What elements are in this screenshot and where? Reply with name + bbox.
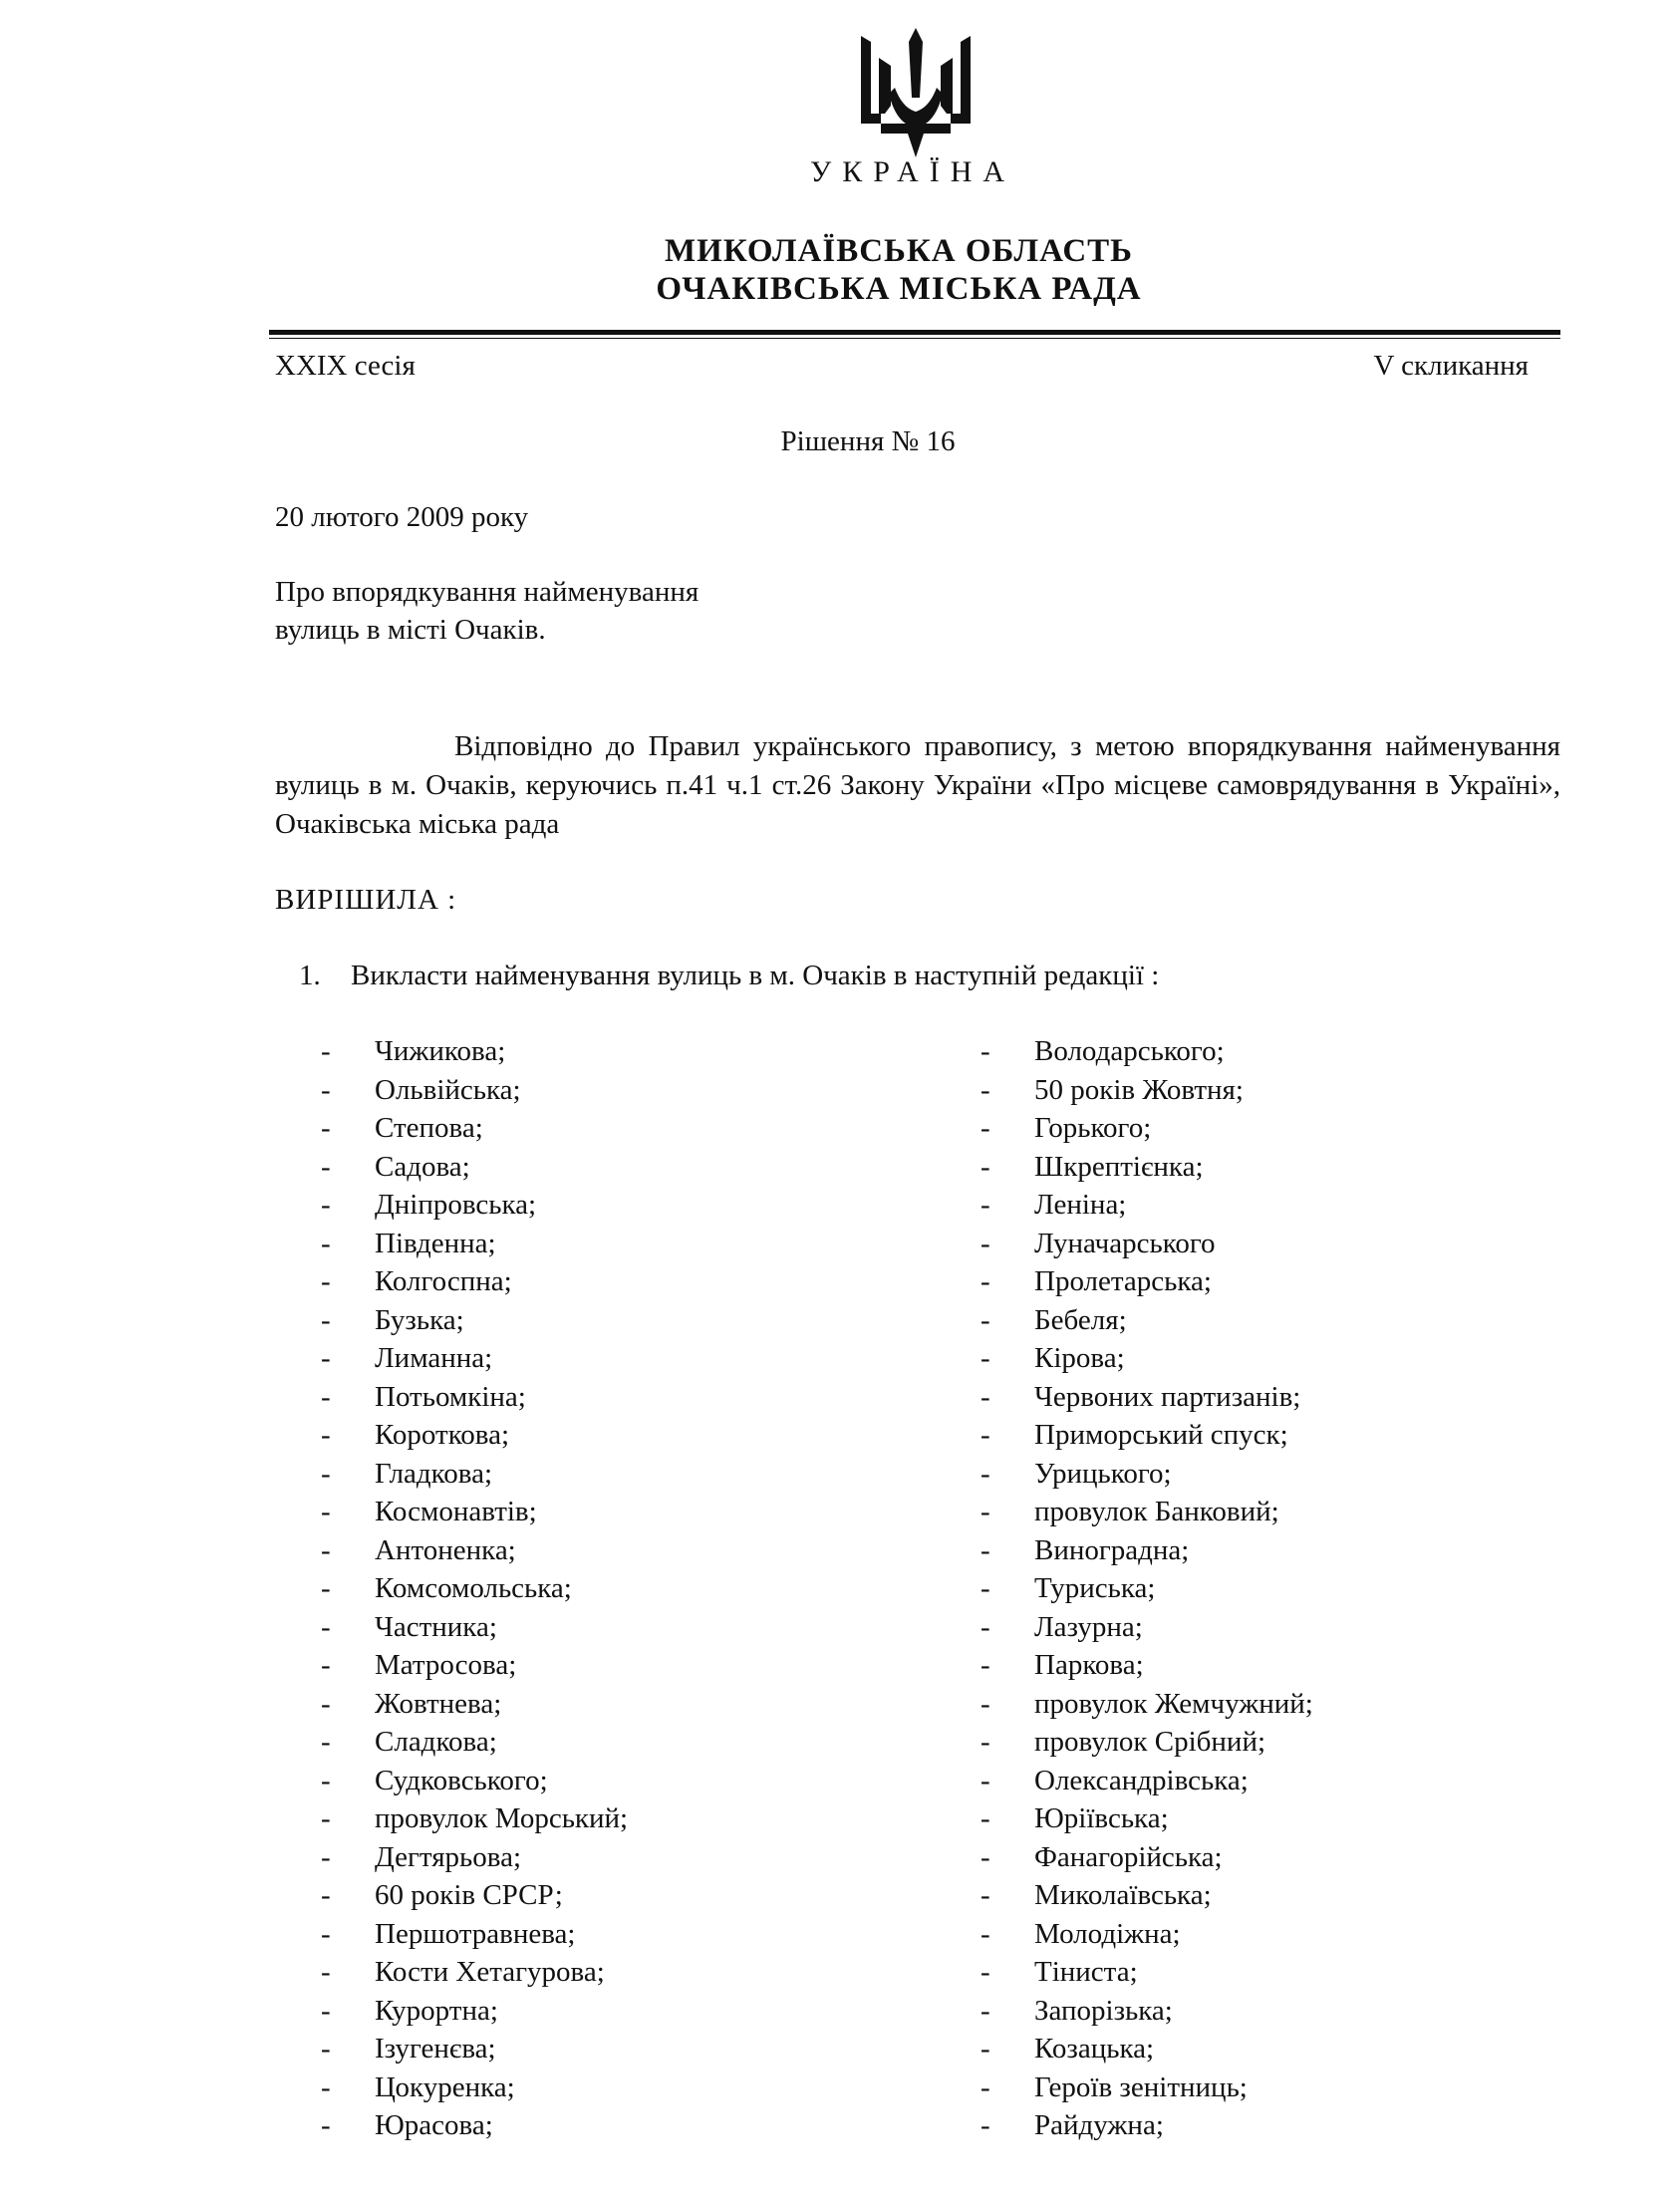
list-dash: - [980,1227,990,1259]
street-list-item [321,1646,628,1685]
street-list-item [980,2106,1313,2145]
list-dash: - [321,1265,331,1297]
list-dash: - [321,1342,331,1374]
street-list-item [980,2030,1313,2068]
list-dash: - [321,1496,331,1527]
street-name: Червоних партизанів; [1034,1380,1301,1413]
street-list-item [980,1071,1313,1110]
list-dash: - [321,1649,331,1681]
street-list-item [980,1915,1313,1954]
street-list-item [321,1301,628,1340]
street-list-item [980,1301,1313,1340]
list-dash: - [321,1687,331,1720]
street-name: Космонавтів; [375,1496,537,1527]
street-name: Молодіжна; [1034,1917,1181,1950]
street-name: Олександрівська; [1034,1764,1249,1796]
list-dash: - [980,1342,990,1374]
street-list-item [321,1493,628,1531]
list-dash: - [980,1035,990,1067]
street-name: Кірова; [1034,1342,1125,1374]
street-name: Сладкова; [375,1726,497,1758]
list-dash: - [980,2070,990,2103]
street-name: Степова; [375,1112,483,1144]
street-name: Південна; [375,1227,496,1259]
street-name: Жовтнева; [375,1687,502,1720]
street-name: Луначарського [1034,1227,1216,1259]
street-list-item [980,1378,1313,1417]
street-name: Юрасова; [375,2109,493,2141]
list-dash: - [980,1533,990,1566]
list-dash: - [980,1879,990,1911]
street-name: Лиманна; [375,1342,493,1374]
list-dash: - [980,1189,990,1221]
street-list-item [980,1109,1313,1148]
list-dash: - [321,1035,331,1067]
street-list-item [321,1378,628,1417]
street-list-item [980,1225,1313,1263]
street-list-item [321,1608,628,1647]
street-name: Туриська; [1034,1572,1156,1604]
list-dash: - [980,1994,990,2027]
street-name: Ольвійська; [375,1073,521,1106]
street-name: Лазурна; [1034,1610,1143,1643]
street-list-item [321,1339,628,1378]
street-name: Райдужна; [1034,2109,1164,2141]
list-dash: - [321,1457,331,1490]
street-list-item [321,1186,628,1225]
street-list-item [321,1148,628,1187]
list-dash: - [321,1112,331,1144]
street-name: Героїв зенітниць; [1034,2070,1248,2103]
street-name: Ізугенєва; [375,2033,496,2065]
resolved-heading: ВИРІШИЛА : [275,884,457,916]
header-divider-thin [269,338,1560,339]
street-name: провулок Срібний; [1034,1726,1266,1758]
street-name: Потьомкіна; [375,1380,526,1413]
street-list-item [321,1762,628,1800]
street-list-item [321,1685,628,1724]
street-name: Володарського; [1034,1035,1225,1067]
street-name: Пролетарська; [1034,1265,1212,1297]
list-dash: - [980,1265,990,1297]
list-dash: - [980,1496,990,1527]
street-list-item [321,1799,628,1838]
list-dash: - [980,1956,990,1988]
street-name: Матросова; [375,1649,517,1681]
street-list-item [980,1148,1313,1187]
street-list-item [321,1225,628,1263]
street-name: Судковського; [375,1764,548,1796]
list-dash: - [980,1726,990,1758]
coat-of-arms-trident-icon [855,28,977,157]
street-name: провулок Жемчужний; [1034,1687,1313,1720]
resolution-item-1 [299,957,1159,994]
street-name: Гладкова; [375,1457,493,1490]
street-list-item [321,1838,628,1877]
street-name: Паркова; [1034,1649,1144,1681]
street-list-item [980,1723,1313,1762]
street-list-item [321,1071,628,1110]
list-dash: - [321,2070,331,2103]
list-dash: - [321,1533,331,1566]
street-name: Садова; [375,1150,470,1183]
street-list-item [980,1992,1313,2031]
street-list-item [980,1799,1313,1838]
street-list-item [980,1416,1313,1455]
street-list-item [980,1186,1313,1225]
street-name: 60 років СРСР; [375,1879,563,1911]
street-name: Бебеля; [1034,1303,1127,1336]
street-list-item [980,1762,1313,1800]
street-list-item [980,1838,1313,1877]
list-dash: - [321,1227,331,1259]
list-dash: - [980,1572,990,1604]
street-list-item [321,1569,628,1608]
decision-number: Рішення № 16 [780,425,956,457]
street-list-item [321,2030,628,2068]
street-list-item [980,1876,1313,1915]
street-list-item [980,1531,1313,1570]
list-dash: - [321,1610,331,1643]
list-dash: - [321,1764,331,1796]
list-dash: - [980,1840,990,1873]
street-name: Курортна; [375,1994,498,2027]
list-dash: - [980,1802,990,1834]
list-dash: - [980,1419,990,1451]
street-name: провулок Морський; [375,1802,629,1834]
decision-subject [275,573,699,649]
street-name: Козацька; [1034,2033,1155,2065]
street-name: Горького; [1034,1112,1152,1144]
list-dash: - [321,1150,331,1183]
list-dash: - [980,1917,990,1950]
list-dash: - [980,1764,990,1796]
street-name: Миколаївська; [1034,1879,1212,1911]
list-dash: - [980,1073,990,1106]
street-list-item [321,1109,628,1148]
street-list-item [321,1992,628,2031]
street-list-item [321,2106,628,2145]
street-name: Тіниста; [1034,1956,1138,1988]
list-dash: - [321,1726,331,1758]
list-dash: - [321,1380,331,1413]
list-dash: - [321,1189,331,1221]
street-name: Шкрептієнка; [1034,1150,1204,1183]
session-label: XXIX сесія [275,350,416,382]
list-dash: - [980,2033,990,2065]
street-list-item [321,1723,628,1762]
street-list-item [980,1493,1313,1531]
street-name: Фанагорійська; [1034,1840,1223,1873]
subject-line-1: Про впорядкування найменування [275,576,700,608]
street-name: Бузька; [375,1303,464,1336]
street-name: Виноградна; [1034,1533,1190,1566]
street-list-item [321,2068,628,2107]
subject-line-2: вулиць в місті Очаків. [275,614,546,646]
street-list-item [980,1953,1313,1992]
preamble-text: Відповідно до Правил українського правопису, з метою впорядкування найменування вулиць в м. Очаків, керуючись п.41 ч.1 ст.26 Закону України «Про місцеве самоврядування в Україні», Очаківська міська рада [275,730,1560,840]
street-list-item [321,1915,628,1954]
list-dash: - [321,1802,331,1834]
list-dash: - [980,1610,990,1643]
list-dash: - [980,1649,990,1681]
street-list-item [321,1876,628,1915]
street-list-item [321,1416,628,1455]
list-dash: - [980,2109,990,2141]
street-name: Частника; [375,1610,497,1643]
country-name: УКРАЇНА [809,155,1016,188]
list-dash: - [980,1457,990,1490]
list-dash: - [321,2033,331,2065]
street-list-item [980,1455,1313,1494]
street-name: Кости Хетагурова; [375,1956,605,1988]
street-name: Першотравнева; [375,1917,576,1950]
street-name: Короткова; [375,1419,510,1451]
street-list-item [980,1569,1313,1608]
street-name: 50 років Жовтня; [1034,1073,1244,1106]
street-list-item [321,1531,628,1570]
street-list-item [321,1262,628,1301]
street-list-item [980,1608,1313,1647]
street-name: Комсомольська; [375,1572,572,1604]
street-list-item [321,1455,628,1494]
list-dash: - [321,1840,331,1873]
council-name: ОЧАКІВСЬКА МІСЬКА РАДА [656,271,1142,307]
list-dash: - [980,1687,990,1720]
list-dash: - [980,1112,990,1144]
decision-date: 20 лютого 2009 року [275,501,529,533]
list-dash: - [980,1150,990,1183]
preamble-paragraph [275,727,1560,844]
header-divider-thick [269,330,1560,335]
street-name: провулок Банковий; [1034,1496,1279,1527]
list-dash: - [980,1380,990,1413]
item-number: 1. [299,960,321,991]
list-dash: - [321,1073,331,1106]
list-dash: - [321,1572,331,1604]
street-list-item [321,1953,628,1992]
street-name: Чижикова; [375,1035,506,1067]
list-dash: - [321,1994,331,2027]
street-list-item [980,1685,1313,1724]
street-name: Юріївська; [1034,1802,1169,1834]
region-name: МИКОЛАЇВСЬКА ОБЛАСТЬ [665,233,1133,269]
street-name: Антоненка; [375,1533,516,1566]
street-list-left [321,1032,628,2145]
list-dash: - [321,1956,331,1988]
list-dash: - [980,1303,990,1336]
street-name: Колгоспна; [375,1265,512,1297]
street-name: Дегтярьова; [375,1840,521,1873]
street-name: Дніпровська; [375,1189,537,1221]
street-name: Запорізька; [1034,1994,1173,2027]
street-list-item [980,2068,1313,2107]
street-list-item [980,1339,1313,1378]
list-dash: - [321,1419,331,1451]
list-dash: - [321,1303,331,1336]
street-name: Леніна; [1034,1189,1127,1221]
street-list-item [321,1032,628,1071]
street-list-right [980,1032,1313,2145]
street-list-item [980,1262,1313,1301]
item-text: Викласти найменування вулиць в м. Очаків в наступній редакції : [351,960,1160,991]
street-name: Урицького; [1034,1457,1172,1490]
street-name: Приморський спуск; [1034,1419,1288,1451]
list-dash: - [321,1917,331,1950]
list-dash: - [321,2109,331,2141]
convocation-label: V скликання [1373,350,1529,382]
street-list-item [980,1646,1313,1685]
street-name: Цокуренка; [375,2070,515,2103]
list-dash: - [321,1879,331,1911]
street-list-item [980,1032,1313,1071]
